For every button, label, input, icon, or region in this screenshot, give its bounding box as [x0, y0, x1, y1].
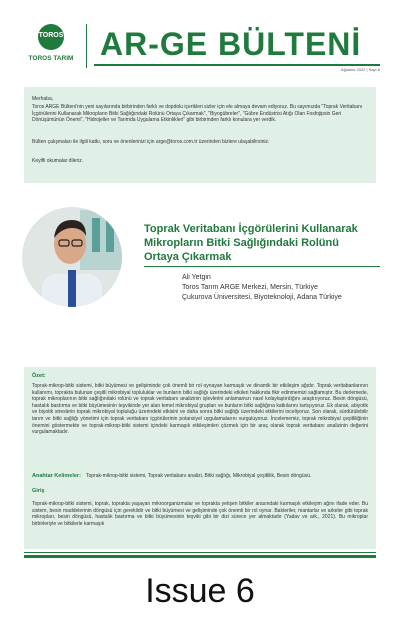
newsletter-title: AR-GE BÜLTENİ	[100, 26, 362, 62]
introduction-label: Giriş	[32, 488, 45, 494]
introduction-text: Toprak-mikrop-bitki sistemi, toprak, toprakta yaşayan mikroorganizmalar ve toprakta yetişen bitkiler arasındaki karmaşık etkileşim ağını ifade eder. Bu sistem, besin maddelerinin döngüsü için gereklidir ve bitki büyümesi ve gelişiminde çok önemli bir rol oynar. Bakteriler, mantarlar ve arkeler gibi toprak mikropları, besin döngüsü, hastalık bastırma ve bitki büyümesinin teşviki gibi bir dizi sürece yer almaktadır (Yadav ve ark., 2021). Bu mikroplar birbirleriyle ve bitkilerle karmaşık	[32, 501, 368, 527]
footer-rule	[24, 552, 376, 553]
logo-mark-text: TOROS	[38, 32, 64, 39]
issue-label: Issue 6	[145, 572, 255, 610]
logo-text: TOROS TARIM	[28, 55, 74, 62]
author-photo	[22, 192, 122, 322]
abstract-panel	[24, 367, 376, 549]
intro-contact: Bülten çalışmaları ile ilgili katkı, soru ve önerilerinizi için arge@toros.com.tr üzerinden bizlere ulaşabilirsiniz.	[32, 139, 270, 145]
abstract-label: Özet:	[32, 373, 46, 379]
abstract-text: Toprak-mikrop-bitki sistemi, bitki büyümesi ve gelişiminde çok önemli bir rol oynayan karmaşık ve dinamik bir etkileşim ağıdır. Toprak veritabanlarının kullanımı, toprakta bulunan çeşitli mikrobiyal topluluklar ve bunların bitki sağlığı üzerindeki etkileri hakkında fikir edinmemizi sağlamıştır. Bu derlemede, toprak mikroplarının bitki sağlığındaki rolünü ve toprak veritabanı analizinin işlevlerini anlamamızı nasıl kolaylaştırdığını araştırıyoruz. Besin döngüsü, hastalık bastırma ve bitki büyümesinin teşvikinde yer alan temel mikrobiyal grupları ve bunların bitki sağlığına katkılarını tartışıyoruz. Ek olarak, abiyotik ve biyotik streslerin toprak mikrobiyal topluluğu üzerindeki etkisini ve daha sonra bitki sağlığı üzerindeki etkilerini inceliyoruz. Son olarak, sürdürülebilir tarım ve bitki sağlığı yönetimi için toprak veritabanı içgörülerinin potansiyel uygulamalarını vurguluyoruz. İncelememiz, toprak mikrobiyal çeşitliliğinin önemini göstermekte ve toprak-mikrop-bitki sistemi içindeki karmaşık etkileşimleri çözmek için bir araç olarak toprak veritabanı analizinin değerini vurgulamaktadır.	[32, 383, 368, 436]
author-affiliation-2: Çukurova Üniversitesi, Biyoteknoloji, Adana Türkiye	[182, 294, 342, 301]
article-title-rule	[144, 266, 380, 267]
author-name: Ali Yetgin	[182, 274, 211, 281]
footer-bar	[24, 555, 376, 558]
intro-panel	[24, 87, 376, 183]
author-affiliation-1: Toros Tarım ARGE Merkezi, Mersin, Türkiye	[182, 284, 318, 291]
header-rule	[94, 64, 380, 66]
newsletter-page	[14, 12, 386, 560]
article-title: Toprak Veritabanı İçgörülerini Kullanarak Mikropların Bitki Sağlığındaki Rolünü Ortaya Çıkarmak	[144, 223, 358, 263]
header-divider	[86, 24, 87, 68]
intro-paragraph: Toros ARGE Bülteni'nin yeni sayılarında birbirinden farklı ve dopdolu içerikleri sizler için ele almaya devam ediyoruz. Bu sayımızda "Toprak Veritabanı İçgörülerini Kullanarak Mikropların Bitki Sağlığındaki Rolünü Ortaya Çıkarmak", "Biyogübreler", "Gübre Endüstrisi Atığı Olan Fosfojipsin Geri Dönüşümünün Önemi", "Hidrojeller ve Tarımda Uygulama Etkinlikleri" gibi birbirinden farklı konulara yer verdik.	[32, 104, 363, 124]
intro-closing: Keyifli okumalar dileriz.	[32, 158, 84, 164]
keywords-label: Anahtar Kelimeler:	[32, 473, 81, 479]
toros-logo	[22, 22, 80, 66]
keywords-text: Toprak-mikrop-bitki sistemi, Toprak veritabanı analizi, Bitki sağlığı, Mikrobiyal çeşitlilik, Besin döngüsü.	[86, 473, 312, 479]
issue-date: Ağustos 2022 | Sayı 6	[340, 67, 380, 72]
intro-greeting: Merhaba,	[32, 96, 54, 102]
logo-emblem-icon	[38, 24, 64, 50]
